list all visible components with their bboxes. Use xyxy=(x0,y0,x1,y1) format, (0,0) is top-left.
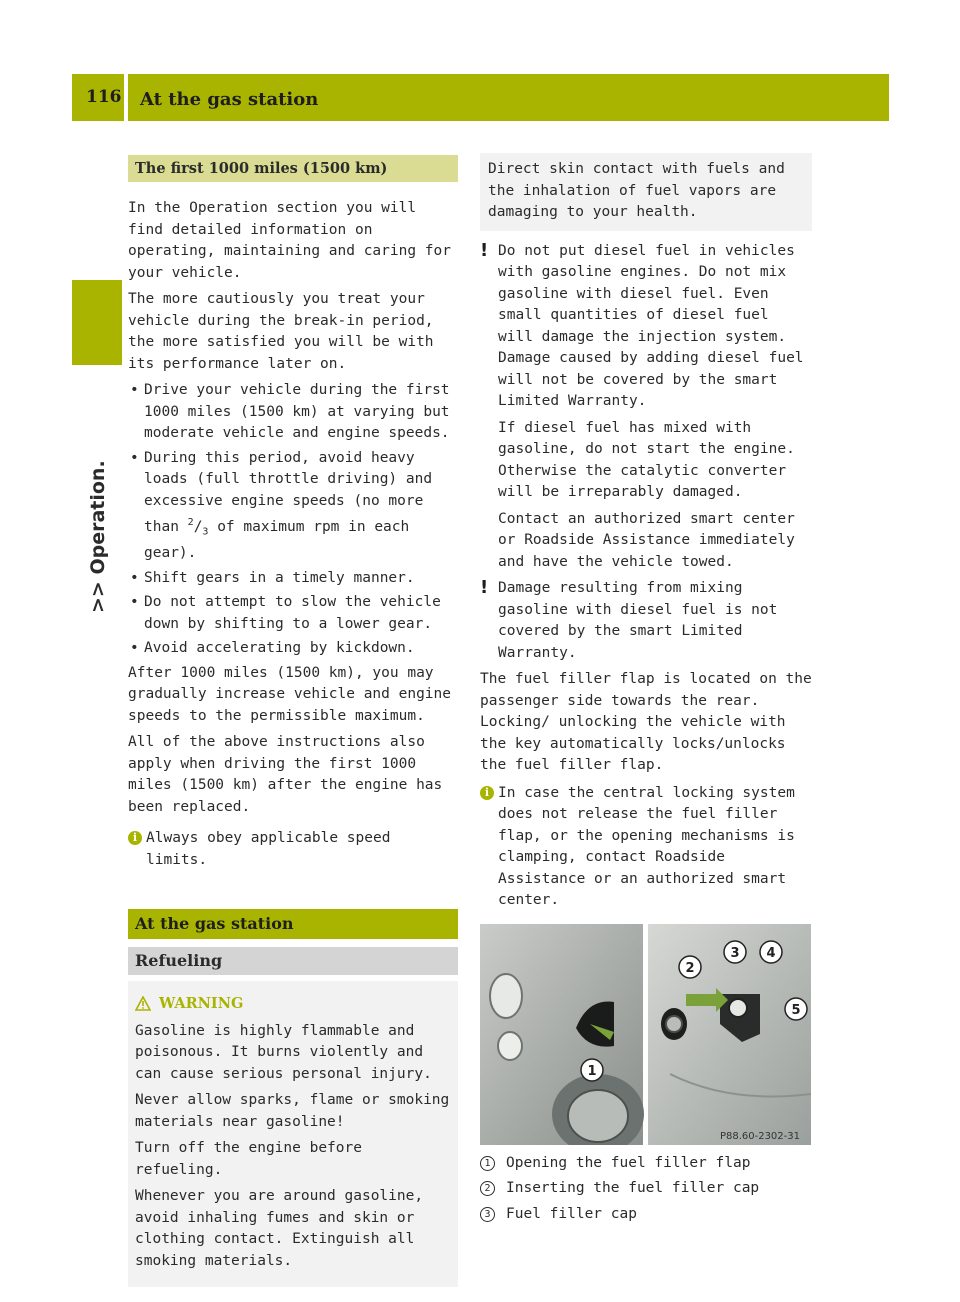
exclamation-icon: ! xyxy=(480,239,489,261)
after-paragraph-2: All of the above instructions also apply when driving the first 1000 miles (1500 km) after the engine has been replaced. xyxy=(128,734,443,815)
list-item: • Shift gears in a timely manner. xyxy=(128,568,458,590)
list-item: • Avoid accelerating by kickdown. xyxy=(128,638,458,660)
caption-item xyxy=(480,1204,812,1226)
caption-number: 2 xyxy=(480,1181,495,1196)
warning-text: Turn off the engine before refueling. xyxy=(135,1140,362,1178)
page-number: 116 xyxy=(72,74,124,121)
warning-text: Gasoline is highly flammable and poisonous. It burns violently and can cause serious personal injury. xyxy=(135,1022,432,1082)
caption-number: 1 xyxy=(480,1156,495,1171)
caution-text: Do not put diesel fuel in vehicles with gasoline engines. Do not mix gasoline with diesel fuel. Even small quantities of diesel fuel will damage the injection system. Damage caused by adding diesel fuel will not be covered by the smart Limited Warranty. xyxy=(498,242,804,409)
page-title: At the gas station xyxy=(140,89,319,110)
section-title-break-in: The first 1000 miles (1500 km) xyxy=(128,155,458,182)
caption-item xyxy=(480,1153,812,1175)
caution-text: Contact an authorized smart center or Roadside Assistance immediately and have the vehicle towed. xyxy=(498,510,795,570)
warning-heading xyxy=(135,993,451,1015)
photo-code: P88.60-2302-31 xyxy=(719,1130,800,1142)
warning-box xyxy=(128,981,458,1287)
caution-note xyxy=(480,578,812,664)
caption-text: Inserting the fuel filler cap xyxy=(506,1180,760,1196)
fuel-flap-photo xyxy=(480,924,811,1145)
chapter-bar: At the gas station xyxy=(128,909,458,939)
left-column xyxy=(128,155,458,1287)
list-item-text-tail: of maximum rpm in each gear). xyxy=(144,518,410,562)
list-item: • Do not attempt to slow the vehicle down by shifting to a lower gear. xyxy=(128,592,458,635)
intro-paragraph-1: In the Operation section you will find detailed information on operating, maintaining and caring for your vehicle. xyxy=(128,200,452,281)
info-note-text: Always obey applicable speed limits. xyxy=(146,830,391,868)
info-note xyxy=(480,783,812,912)
info-icon: i xyxy=(480,786,494,800)
photo-marker-label: 1 xyxy=(587,1063,597,1079)
list-item: • Drive your vehicle during the first 1000 miles (1500 km) at varying but moderate vehicle and engine speeds. xyxy=(128,380,458,445)
caution-text: If diesel fuel has mixed with gasoline, do not start the engine. Otherwise the catalytic converter will be irreparably damaged. xyxy=(498,419,795,500)
caption-text: Opening the fuel filler flap xyxy=(506,1154,751,1171)
fraction-numerator: 2 xyxy=(187,517,194,528)
page-header xyxy=(128,74,889,121)
caption-item xyxy=(480,1178,812,1200)
info-note xyxy=(128,828,458,871)
photo-marker-label: 5 xyxy=(791,1002,801,1018)
caption-text: Fuel filler cap xyxy=(506,1205,637,1222)
side-tab-label: >> Operation. xyxy=(87,460,109,613)
after-paragraph-1: After 1000 miles (1500 km), you may gradually increase vehicle and engine speeds to the permissible maximum. xyxy=(128,664,452,724)
warning-text: Never allow sparks, flame or smoking materials near gasoline! xyxy=(135,1092,450,1130)
exclamation-icon: ! xyxy=(480,577,489,598)
side-tab xyxy=(85,383,111,613)
list-item-text: During this period, avoid heavy loads (full throttle driving) and excessive engine speeds (no more than xyxy=(144,449,433,535)
caution-note xyxy=(480,241,812,574)
subsection-bar: Refueling xyxy=(128,947,458,975)
info-icon: i xyxy=(128,831,142,845)
warning-text: Whenever you are around gasoline, avoid inhaling fumes and skin or clothing contact. Extinguish all smoking materials. xyxy=(135,1188,424,1269)
warning-triangle-icon xyxy=(135,996,151,1011)
photo-marker-label: 3 xyxy=(730,945,740,961)
warning-heading-text: WARNING xyxy=(159,995,244,1013)
photo-marker-label: 2 xyxy=(685,960,695,976)
fraction-denominator: 3 xyxy=(202,526,209,538)
caution-text: Damage resulting from mixing gasoline with diesel fuel is not covered by the smart Limited Warranty. xyxy=(498,580,778,661)
info-note-text: In case the central locking system does not release the fuel filler flap, or the opening mechanisms is clamping, contact Roadside Assistance or an authorized smart center. xyxy=(498,784,795,908)
side-tab-block xyxy=(72,280,122,365)
caption-number: 3 xyxy=(480,1207,495,1222)
list-item: • During this period, avoid heavy loads (full throttle driving) and excessive engine speeds (no more than $^2/_3$ of maximum rpm in each gear). xyxy=(128,448,458,565)
photo-marker-label: 4 xyxy=(766,945,776,961)
right-column xyxy=(480,153,812,1229)
body-paragraph: The fuel filler flap is located on the passenger side towards the rear. Locking/ unlocking the vehicle with the key automatically locks/unlocks the fuel filler flap. xyxy=(480,671,812,773)
intro-paragraph-2: The more cautiously you treat your vehicle during the break-in period, the more satisfied you will be with its performance later on. xyxy=(128,291,434,372)
health-note: Direct skin contact with fuels and the inhalation of fuel vapors are damaging to your health. xyxy=(480,153,812,231)
